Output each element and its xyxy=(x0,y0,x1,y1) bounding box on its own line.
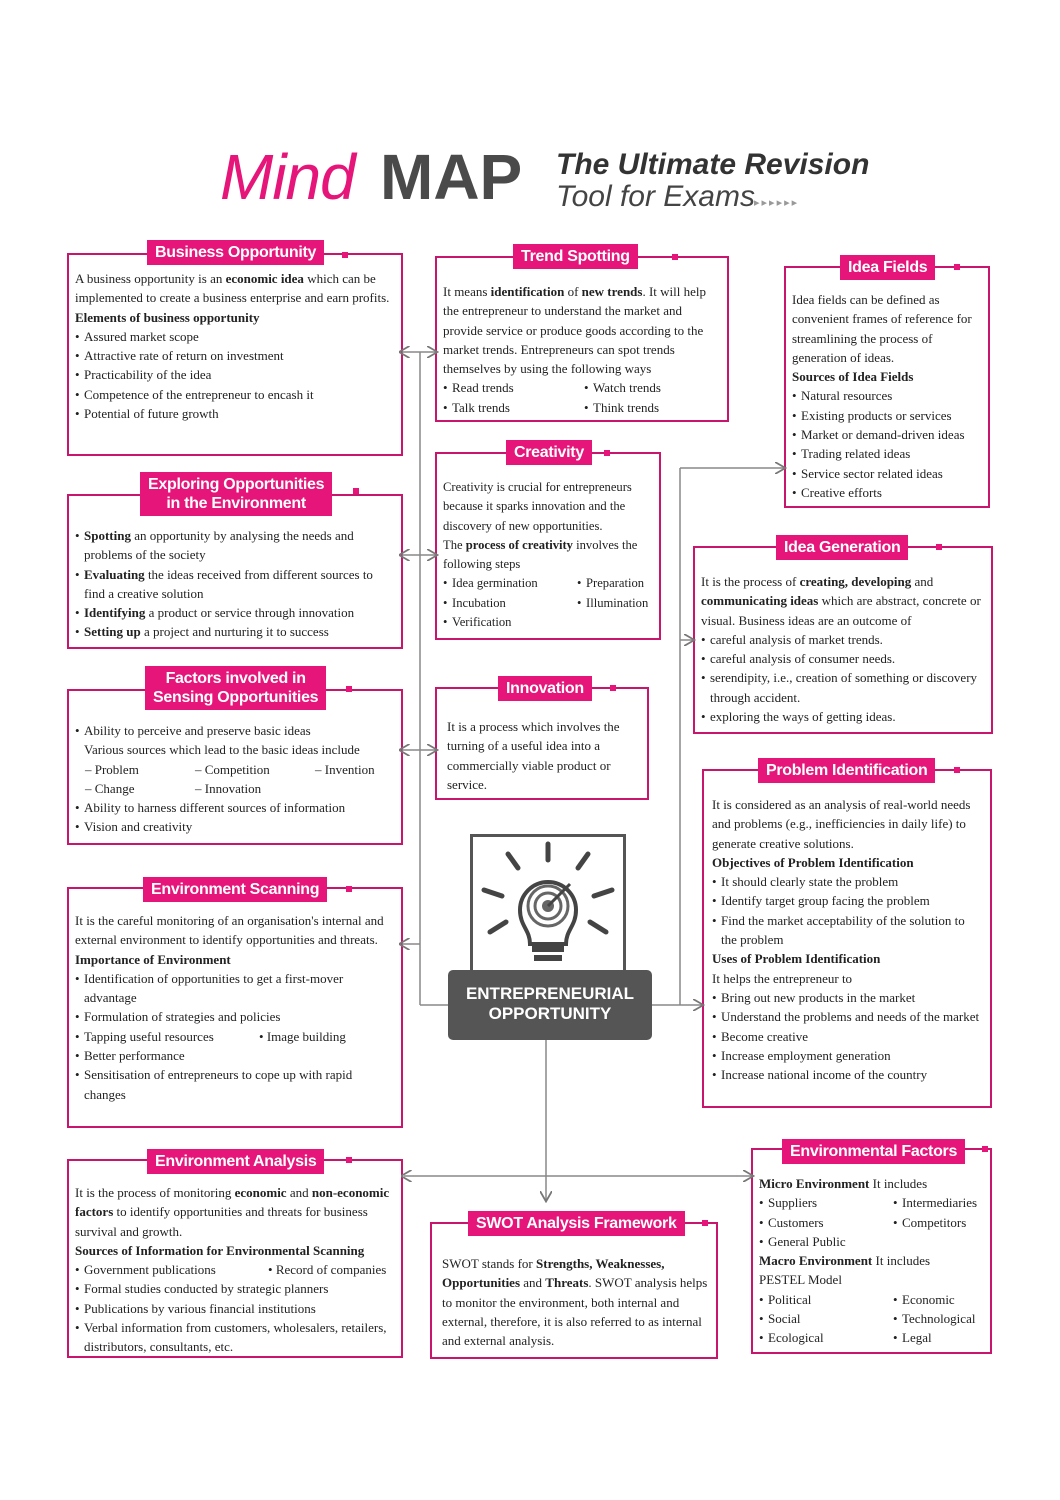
list-item: • Illumination xyxy=(577,594,651,613)
list-item: • Increase employment generation xyxy=(712,1046,982,1065)
factors-sources-text: Various sources which lead to the basic ideas include xyxy=(84,742,360,758)
list-item: • Setting up a project and nurturing it to success xyxy=(75,622,393,641)
list-item: • General Public xyxy=(759,1232,887,1251)
list-item: • Incubation xyxy=(443,594,571,613)
list-item: • It should clearly state the problem xyxy=(712,872,982,891)
environmental-factors-title: Environmental Factors xyxy=(782,1139,965,1164)
list-item: • Become creative xyxy=(712,1027,982,1046)
title-marker xyxy=(346,686,352,692)
list-item: • Identifying a product or service through innovation xyxy=(75,603,393,622)
idea-fields-intro: Idea fields can be defined as convenient frames of reference for streamlining the process of generation of ideas. xyxy=(792,292,972,365)
creativity-text2: The process of creativity involves the following steps xyxy=(443,537,638,572)
list-item: • Evaluating the ideas received from different sources to find a creative solution xyxy=(75,565,393,604)
list-item: • Think trends xyxy=(584,398,719,417)
environment-scanning-title: Environment Scanning xyxy=(143,877,327,902)
environment-scanning-intro: It is the careful monitoring of an organisation's internal and external environment to identify opportunities and threats. xyxy=(75,913,384,948)
title-map: MAP xyxy=(380,141,523,213)
idea-generation-text: It is the process of creating, developing and communicating ideas which are abstract, concrete or visual. Business ideas are an outcome of xyxy=(701,574,981,628)
list-item: • Practicability of the idea xyxy=(75,365,393,384)
list-item: • Legal xyxy=(893,1328,982,1347)
list-item: • Understand the problems and needs of the market xyxy=(712,1007,982,1026)
list-item: • Existing products or services xyxy=(792,406,980,425)
business-opportunity-subheading: Elements of business opportunity xyxy=(75,309,260,325)
list-item: • exploring the ways of getting ideas. xyxy=(701,707,983,726)
title-marker xyxy=(954,264,960,270)
list-item: • Ecological xyxy=(759,1328,887,1347)
list-item: • Economic xyxy=(893,1290,982,1309)
list-item: • Tapping useful resources • Image building xyxy=(75,1027,393,1046)
title-mind: Mind xyxy=(220,141,355,213)
problem-objectives-subheading: Objectives of Problem Identification xyxy=(712,854,914,870)
title-marker xyxy=(346,886,352,892)
list-item: • Formal studies conducted by strategic planners xyxy=(75,1279,393,1298)
list-item: • Increase national income of the country xyxy=(712,1065,982,1084)
dash-item: – Competition xyxy=(195,761,270,777)
list-item: • serendipity, i.e., creation of something or discovery through accident. xyxy=(701,668,983,707)
list-item: • Vision and creativity xyxy=(75,817,393,836)
innovation-text: It is a process which involves the turning of a useful idea into a commercially viable product or service. xyxy=(447,719,620,792)
dash-item: – Invention xyxy=(315,761,375,777)
list-item: • Social xyxy=(759,1309,887,1328)
list-item: • Assured market scope xyxy=(75,327,393,346)
list-item: • Government publications • Record of companies xyxy=(75,1260,393,1279)
list-item: • Market or demand-driven ideas xyxy=(792,425,980,444)
list-item: • Potential of future growth xyxy=(75,404,393,423)
title-marker xyxy=(342,252,348,258)
list-item: • Publications by various financial institutions xyxy=(75,1299,393,1318)
list-item: • Verification xyxy=(443,613,571,632)
title-marker xyxy=(702,1220,708,1226)
creativity-text1: Creativity is crucial for entrepreneurs because it sparks innovation and the discovery of new opportunities. xyxy=(443,480,632,533)
dash-item: – Problem xyxy=(85,761,139,777)
micro-environment-text: Micro Environment It includes xyxy=(759,1176,928,1191)
list-item: • Ability to harness different sources of information xyxy=(75,798,393,817)
dash-item: – Change xyxy=(85,780,135,796)
list-item: • Preparation xyxy=(577,574,651,593)
idea-generation-title: Idea Generation xyxy=(776,535,908,560)
list-item: • Service sector related ideas xyxy=(792,464,980,483)
pestel-label: PESTEL Model xyxy=(759,1272,842,1288)
idea-fields-title: Idea Fields xyxy=(840,255,935,280)
list-item: • Ability to perceive and preserve basic ideas xyxy=(75,721,393,740)
trend-spotting-title: Trend Spotting xyxy=(513,244,638,269)
environment-analysis-title: Environment Analysis xyxy=(147,1149,324,1174)
swot-text: SWOT stands for Strengths, Weaknesses, Opportunities and Threats. SWOT analysis helps to monitor the environment, both internal and external, therefore, it is also referred to as internal and external analysis. xyxy=(442,1256,708,1349)
list-item: • Verbal information from customers, wholesalers, retailers, distributors, consultants, etc. xyxy=(75,1318,393,1357)
problem-uses-intro: It helps the entrepreneur to xyxy=(712,970,853,986)
list-item: • careful analysis of market trends. xyxy=(701,630,983,649)
list-item: • Competence of the entrepreneur to encash it xyxy=(75,385,393,404)
title-marker xyxy=(346,1157,352,1163)
title-marker xyxy=(604,450,610,456)
list-item: • Spotting an opportunity by analysing the needs and problems of the society xyxy=(75,526,393,565)
list-item: • Formulation of strategies and policies xyxy=(75,1007,393,1026)
list-item: • Natural resources xyxy=(792,386,980,405)
environment-analysis-subheading: Sources of Information for Environmental Scanning xyxy=(75,1242,365,1258)
list-item: • Identification of opportunities to get a first-mover advantage xyxy=(75,969,393,1008)
list-item: • Identify target group facing the problem xyxy=(712,891,982,910)
list-item: • Find the market acceptability of the solution to the problem xyxy=(712,911,982,950)
problem-identification-title: Problem Identification xyxy=(758,758,935,783)
list-item: • Talk trends xyxy=(443,398,578,417)
title-marker xyxy=(610,685,616,691)
list-item: • Creative efforts xyxy=(792,483,980,502)
title-marker xyxy=(353,488,359,494)
list-item: • Political xyxy=(759,1290,887,1309)
tagline-line2: Tool for Exams xyxy=(556,180,755,213)
tagline-line1: The Ultimate Revision xyxy=(556,148,870,181)
exploring-opportunities-title: Exploring Opportunities in the Environment xyxy=(140,472,332,516)
swot-title: SWOT Analysis Framework xyxy=(468,1211,685,1236)
creativity-title: Creativity xyxy=(506,440,592,465)
trend-spotting-text: It means identification of new trends. It will help the entrepreneur to understand the market and provide service or produce goods according to the market trends. Entrepreneurs can spot trends themselves by using the following ways xyxy=(443,284,707,377)
list-item: • Intermediaries xyxy=(893,1193,982,1212)
list-item: • Watch trends xyxy=(584,378,719,397)
macro-environment-text: Macro Environment It includes xyxy=(759,1253,931,1269)
environment-analysis-intro: It is the process of monitoring economic and non-economic factors to identify opportunities and threats for business survival and growth. xyxy=(75,1185,390,1239)
business-opportunity-intro: A business opportunity is an economic idea which can be implemented to create a business enterprise and earn profits. xyxy=(75,271,390,306)
list-item: • Read trends xyxy=(443,378,578,397)
list-item: • Technological xyxy=(893,1309,982,1328)
list-item: • Idea germination xyxy=(443,574,571,593)
idea-fields-subheading: Sources of Idea Fields xyxy=(792,369,914,385)
central-label: ENTREPRENEURIAL OPPORTUNITY xyxy=(448,970,652,1040)
environment-scanning-subheading: Importance of Environment xyxy=(75,951,231,967)
business-opportunity-title: Business Opportunity xyxy=(147,240,324,265)
list-item: • Suppliers xyxy=(759,1193,887,1212)
list-item: • Attractive rate of return on investment xyxy=(75,346,393,365)
problem-uses-subheading: Uses of Problem Identification xyxy=(712,951,881,967)
list-item: • careful analysis of consumer needs. xyxy=(701,649,983,668)
title-marker xyxy=(936,544,942,550)
arrow-decoration: ▸▸▸▸▸▸ xyxy=(754,197,800,209)
list-item: • Customers xyxy=(759,1213,887,1232)
list-item: • Better performance xyxy=(75,1046,393,1065)
title-marker xyxy=(982,1146,988,1152)
problem-identification-intro: It is considered as an analysis of real-world needs and problems (e.g., inefficiencies in daily life) to generate creative solutions. xyxy=(712,797,971,851)
title-marker xyxy=(672,254,678,260)
innovation-title: Innovation xyxy=(498,676,592,701)
list-item: • Competitors xyxy=(893,1213,982,1232)
list-item: • Sensitisation of entrepreneurs to cope up with rapid changes xyxy=(75,1065,393,1104)
title-marker xyxy=(954,767,960,773)
dash-item: – Innovation xyxy=(195,780,262,796)
list-item: • Trading related ideas xyxy=(792,444,980,463)
factors-sensing-title: Factors involved in Sensing Opportunities xyxy=(145,666,326,710)
list-item: • Bring out new products in the market xyxy=(712,988,982,1007)
